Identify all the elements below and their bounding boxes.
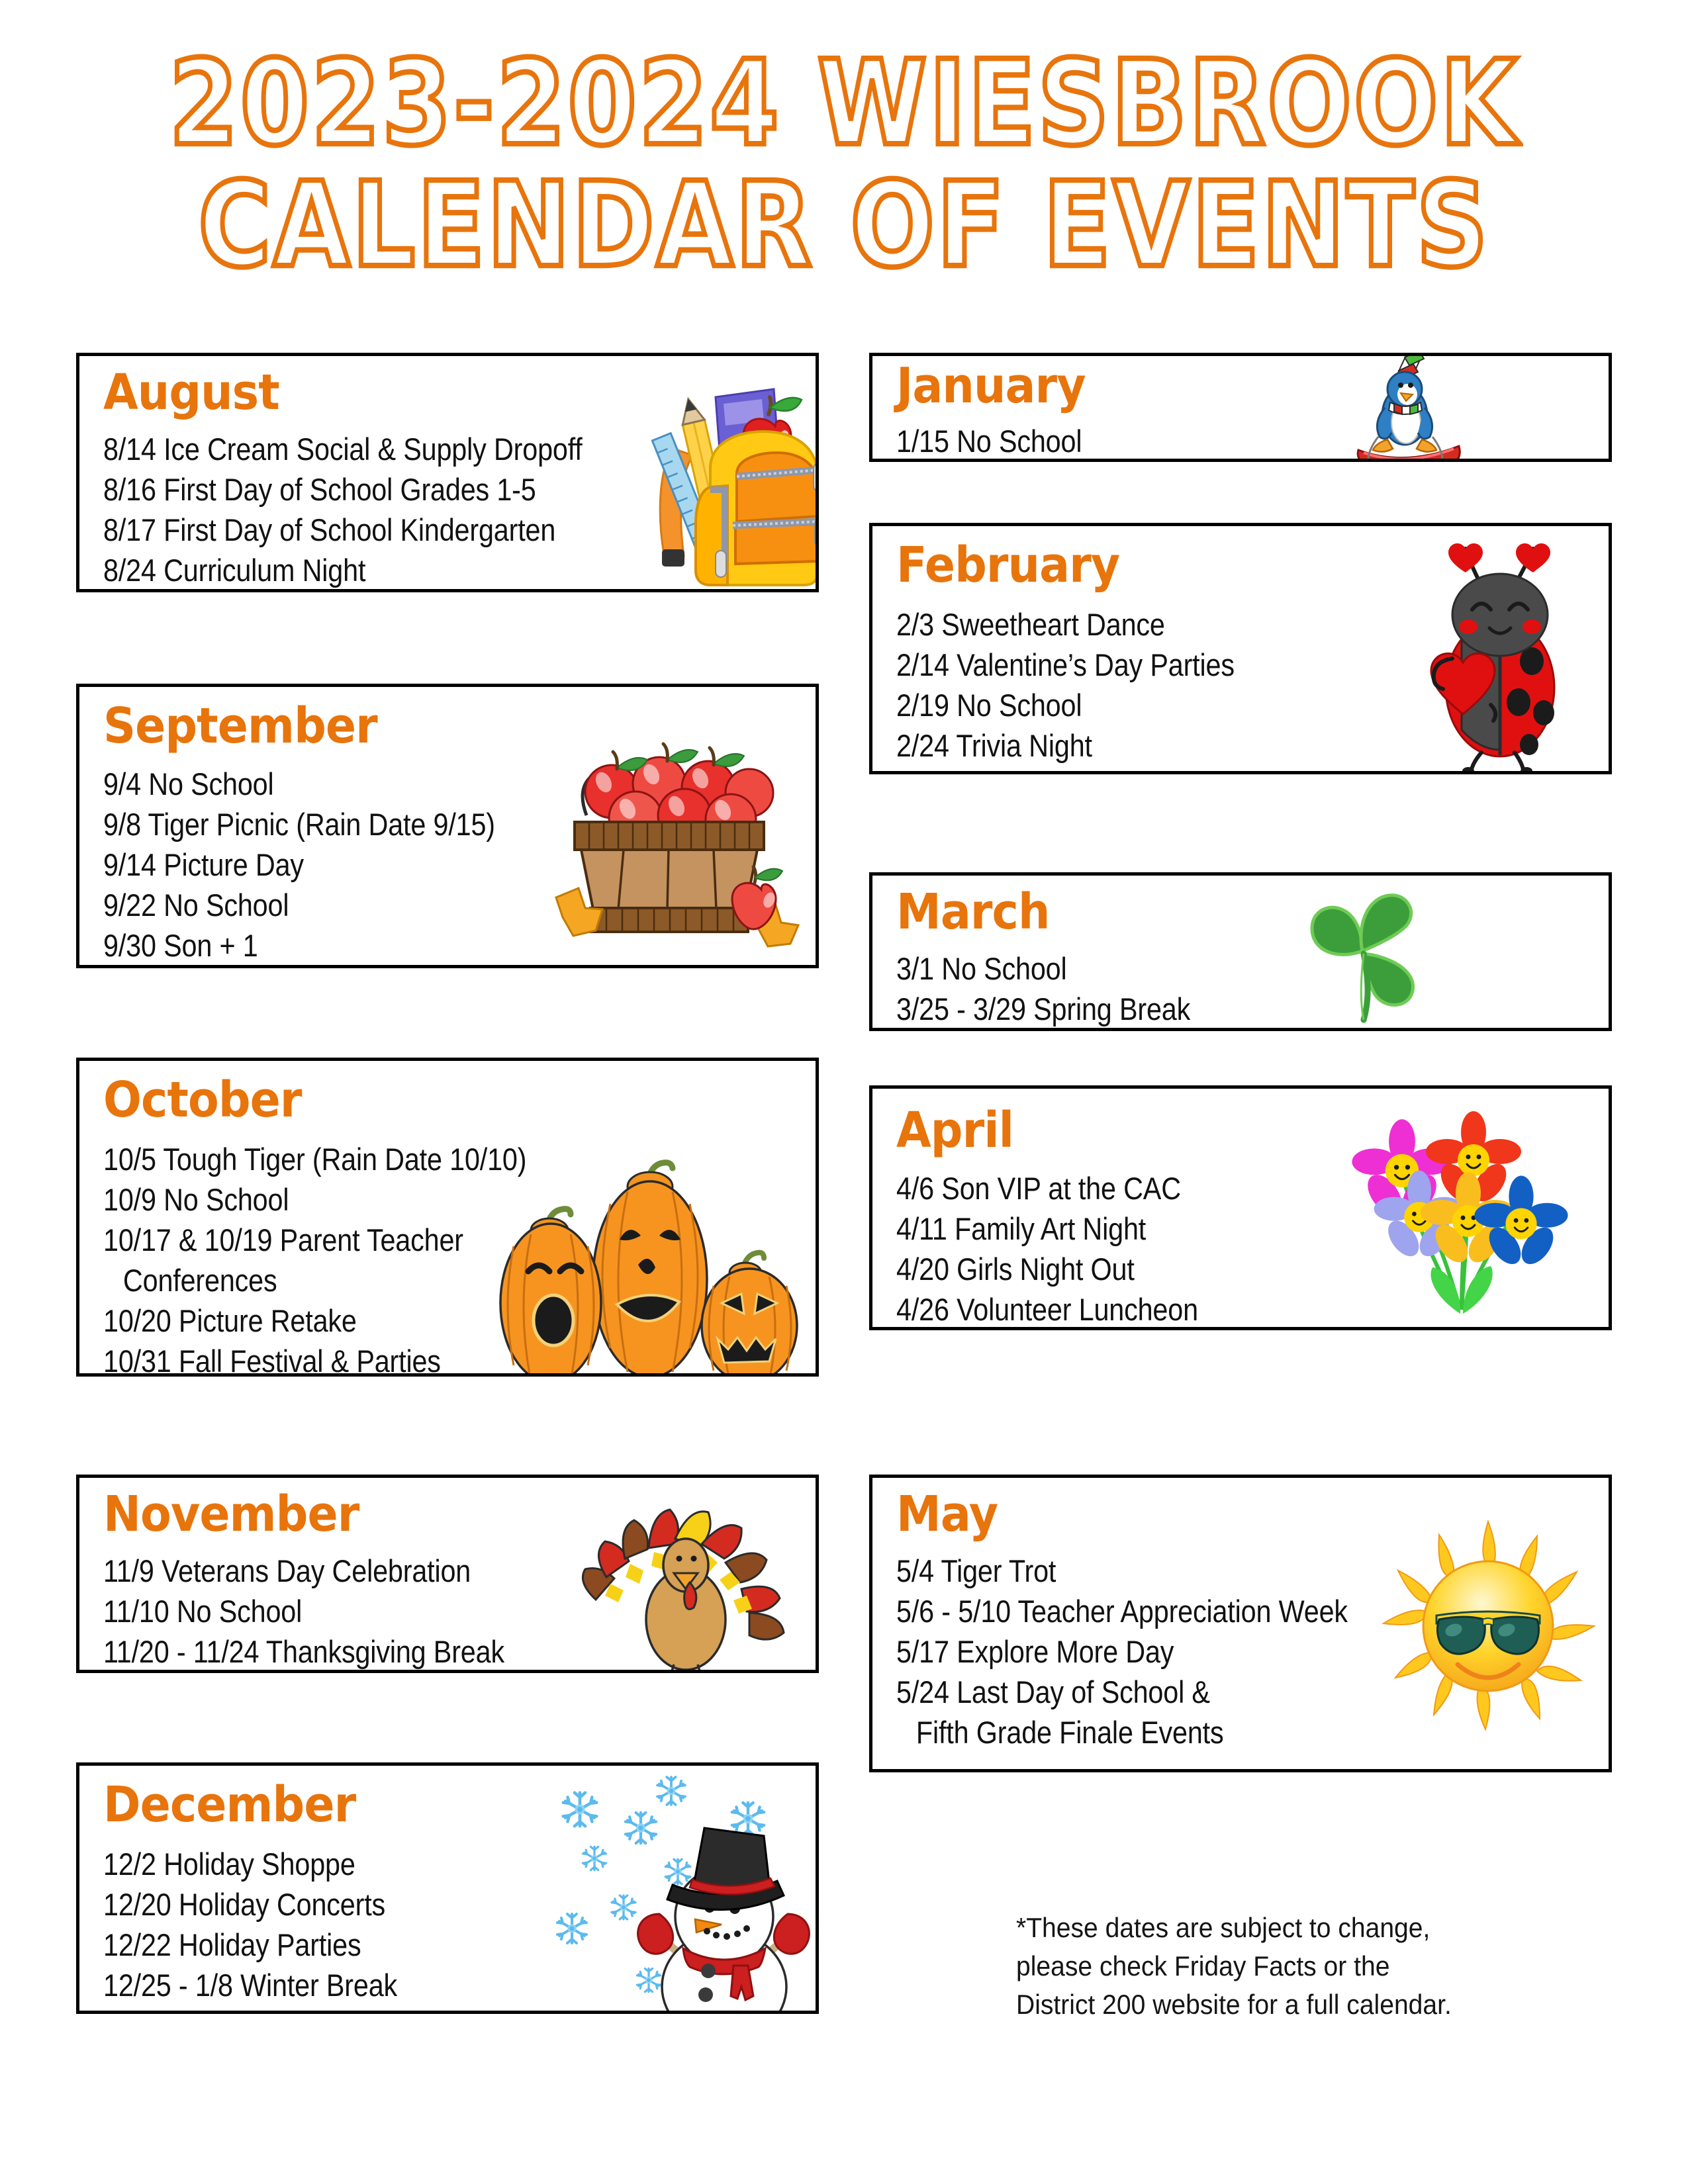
event-item: 9/14 Picture Day: [103, 847, 304, 883]
event-item: 2/14 Valentine’s Day Parties: [896, 647, 1235, 683]
turkey-clipart: [569, 1490, 814, 1673]
backpack-clipart: [632, 363, 819, 588]
month-box-april: [869, 1085, 1612, 1330]
pumpkins-clipart: [496, 1147, 819, 1377]
apple-basket-clipart: [543, 731, 801, 949]
title-line-2: CALENDAR OF EVENTS: [198, 157, 1490, 294]
event-item: 4/11 Family Art Night: [896, 1211, 1147, 1247]
footnote-line-1: *These dates are subject to change,: [1016, 1912, 1430, 1943]
month-box-february: [869, 523, 1612, 774]
event-item: 8/24 Curriculum Night: [103, 553, 366, 588]
month-box-november: [76, 1475, 819, 1673]
event-item: 11/10 No School: [103, 1594, 303, 1629]
event-item: 4/26 Volunteer Luncheon: [896, 1292, 1198, 1328]
event-item: 5/6 - 5/10 Teacher Appreciation Week: [896, 1594, 1348, 1629]
month-events-april: [896, 1168, 1198, 1330]
footnote-disclaimer: [1016, 1909, 1521, 2024]
event-item: 9/22 No School: [103, 887, 289, 923]
event-item: 10/17 & 10/19 Parent Teacher: [103, 1222, 463, 1258]
title-line-1: 2023-2024 WIESBROOK: [169, 36, 1519, 172]
event-item: 11/20 - 11/24 Thanksgiving Break: [103, 1634, 504, 1670]
page-title: [0, 36, 1688, 294]
month-events-march: [896, 948, 1190, 1029]
penguin-sled-clipart: [1336, 353, 1501, 462]
event-item: 12/25 - 1/8 Winter Break: [103, 1968, 398, 2003]
month-box-may: [869, 1475, 1612, 1772]
month-events-october: [103, 1139, 526, 1377]
event-item: 5/17 Explore More Day: [896, 1634, 1174, 1670]
sun-sunglasses-clipart: [1376, 1516, 1601, 1735]
event-item: 2/3 Sweetheart Dance: [896, 607, 1165, 642]
event-item-continuation: Fifth Grade Finale Events: [915, 1715, 1224, 1751]
month-events-august: [103, 429, 583, 590]
event-item: 10/5 Tough Tiger (Rain Date 10/10): [103, 1142, 527, 1177]
month-events-december: [103, 1844, 397, 2005]
month-name-may: May: [896, 1486, 998, 1543]
footnote-line-2: please check Friday Facts or the: [1016, 1950, 1390, 1981]
month-name-march: March: [896, 884, 1050, 940]
event-item: 10/20 Picture Retake: [103, 1303, 357, 1339]
month-box-january: [869, 353, 1612, 462]
event-item: 8/14 Ice Cream Social & Supply Dropoff: [103, 432, 583, 467]
event-item: 11/9 Veterans Day Celebration: [103, 1553, 471, 1588]
month-box-october: [76, 1058, 819, 1377]
flowers-clipart: [1329, 1091, 1594, 1330]
event-item: 4/6 Son VIP at the CAC: [896, 1171, 1181, 1206]
month-name-october: October: [103, 1071, 302, 1128]
month-box-august: [76, 353, 819, 592]
month-name-january: January: [896, 357, 1086, 414]
event-item: 9/30 Son + 1: [103, 928, 258, 964]
month-name-november: November: [103, 1486, 359, 1543]
event-item: 1/15 No School: [896, 424, 1082, 459]
event-item: 9/8 Tiger Picnic (Rain Date 9/15): [103, 807, 495, 842]
event-item: 8/17 First Day of School Kindergarten: [103, 512, 556, 548]
month-box-march: [869, 872, 1612, 1031]
event-item: 12/22 Holiday Parties: [103, 1927, 361, 1963]
month-events-november: [103, 1551, 504, 1672]
footnote-line-3: District 200 website for a full calendar.: [1016, 1988, 1452, 2020]
event-item: 3/1 No School: [896, 951, 1067, 986]
month-box-december: [76, 1762, 819, 2014]
month-name-september: September: [103, 698, 377, 754]
month-events-january: [896, 421, 1082, 461]
event-item: 12/20 Holiday Concerts: [103, 1887, 386, 1923]
month-name-december: December: [103, 1776, 356, 1833]
event-item: 5/4 Tiger Trot: [896, 1553, 1056, 1588]
event-item: 9/4 No School: [103, 766, 274, 801]
event-item-continuation: Conferences: [122, 1263, 277, 1298]
event-item: 10/9 No School: [103, 1182, 289, 1218]
month-events-february: [896, 604, 1235, 766]
ladybug-heart-clipart: [1402, 523, 1594, 774]
month-name-april: April: [896, 1102, 1014, 1159]
event-item: 8/16 First Day of School Grades 1-5: [103, 472, 536, 508]
month-box-september: [76, 684, 819, 968]
event-item: 10/31 Fall Festival & Parties: [103, 1343, 441, 1377]
month-events-september: [103, 764, 495, 966]
event-item: 5/24 Last Day of School &: [896, 1674, 1210, 1710]
month-name-august: August: [103, 364, 279, 421]
event-item: 4/20 Girls Night Out: [896, 1251, 1135, 1287]
month-name-february: February: [896, 537, 1120, 594]
shamrock-clipart: [1289, 887, 1442, 1026]
month-events-may: [896, 1551, 1348, 1752]
event-item: 2/19 No School: [896, 688, 1082, 723]
event-item: 3/25 - 3/29 Spring Break: [896, 991, 1191, 1027]
event-item: 2/24 Trivia Night: [896, 728, 1092, 764]
event-item: 12/2 Holiday Shoppe: [103, 1846, 355, 1882]
snowman-clipart: [516, 1762, 819, 2014]
